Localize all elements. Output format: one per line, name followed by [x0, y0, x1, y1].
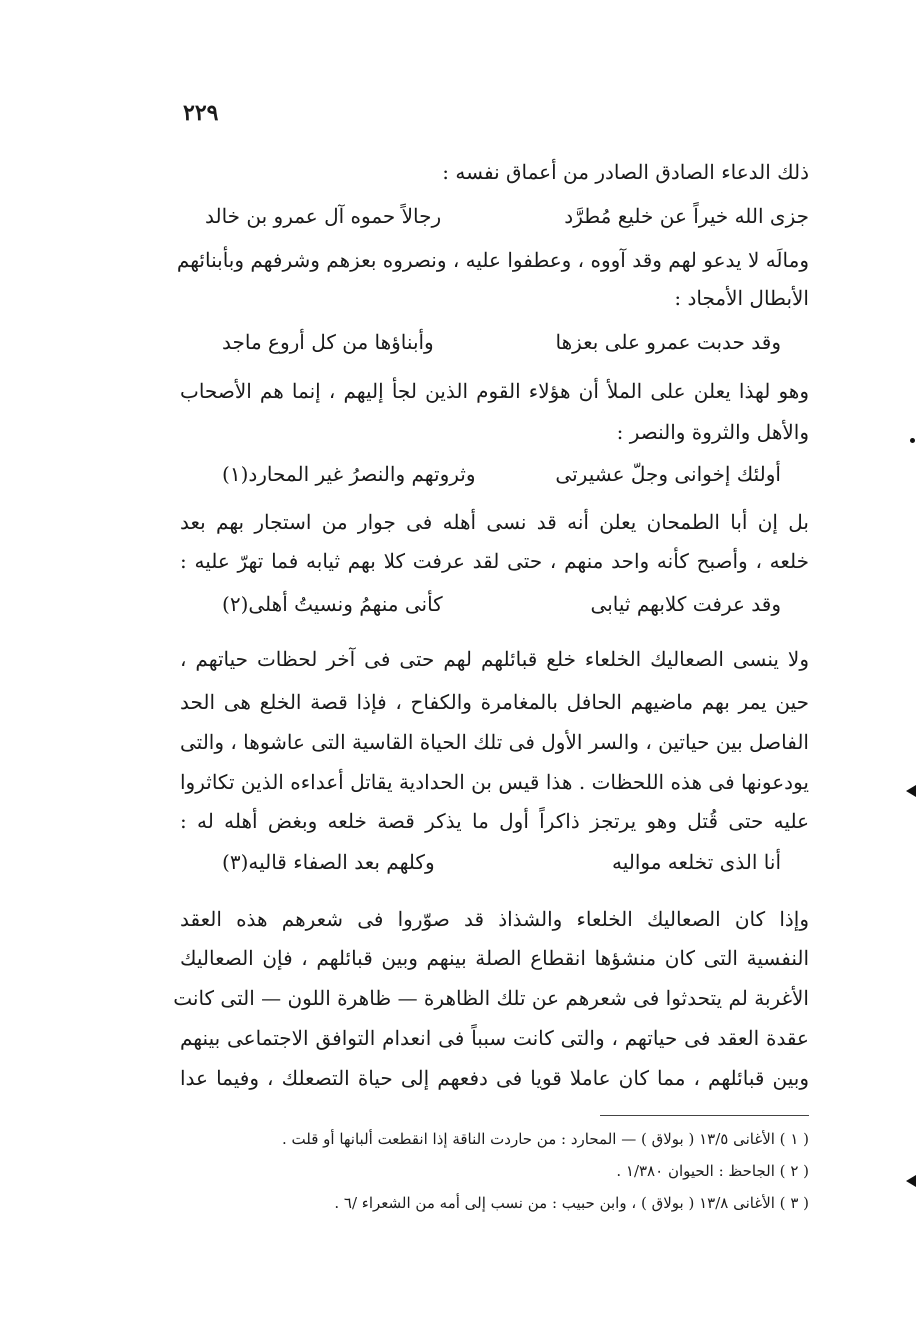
text-line: وإذا كان الصعاليك الخلعاء والشذاذ قد صوّروا فى شعرهم هذه العقد	[180, 907, 809, 931]
footnote: ( ٣ ) الأغانى ١٣/٨ ( بولاق ) ، وابن حبيب : من نسب إلى أمه من الشعراء /٦ .	[334, 1194, 809, 1212]
verse-hemistich: جزى الله خيراً عن خليع مُطرَّد	[564, 204, 809, 228]
footnote: ( ٢ ) الجاحظ : الحيوان ١/٣٨٠ .	[616, 1162, 809, 1180]
text-line: وهو لهذا يعلن على الملأ أن هؤلاء القوم الذين لجأ إليهم ، إنما هم الأصحاب	[180, 379, 809, 403]
text-line: خلعه ، وأصبح كأنه واحد منهم ، حتى لقد عرفت كلا بهم ثيابه فما تهرّ عليه :	[180, 549, 809, 573]
page-number: ٢٢٩	[183, 100, 219, 126]
text-line: ومالَه لا يدعو لهم وقد آووه ، وعطفوا عليه ، ونصروه بعزهم وشرفهم وبأبنائهم	[176, 248, 809, 272]
text-line: الأغربة لم يتحدثوا فى شعرهم عن تلك الظاهرة — ظاهرة اللون — التى كانت	[173, 986, 809, 1010]
verse-hemistich: كأنى منهمُ ونسيتُ أهلى(٢)	[222, 592, 443, 616]
verse-hemistich: وكلهم بعد الصفاء قاليه(٣)	[222, 850, 435, 874]
text-line: يودعونها فى هذه اللحظات . هذا قيس بن الحدادية يقاتل أعداءه الذين تكاثروا	[180, 770, 809, 794]
text-line: الأبطال الأمجاد :	[674, 286, 809, 310]
text-line: النفسية التى كان منشؤها انقطاع الصلة بينهم وبين قبائلهم ، فإن الصعاليك	[180, 946, 810, 970]
text-line: ذلك الدعاء الصادق الصادر من أعماق نفسه :	[442, 160, 809, 184]
verse-hemistich: وأبناؤها من كل أروع ماجد	[222, 330, 434, 354]
verse-hemistich: وثروتهم والنصرُ غير المحارد(١)	[222, 462, 476, 486]
text-line: بل إن أبا الطمحان يعلن أنه قد نسى أهله فى جوار من استجار بهم بعد	[180, 510, 809, 534]
verse-line	[222, 848, 781, 876]
verse-hemistich: أنا الذى تخلعه مواليه	[611, 850, 781, 874]
text-line: عقدة العقد فى حياتهم ، والتى كانت سبباً فى انعدام التوافق الاجتماعى بينهم	[180, 1026, 809, 1050]
text-line: حين يمر بهم ماضيهم الحافل بالمغامرة والكفاح ، فإذا قصة الخلع هى الحد	[180, 690, 809, 714]
verse-line	[222, 328, 781, 356]
verse-line	[222, 460, 781, 488]
text-line: عليه حتى قُتل وهو يرتجز ذاكراً أول ما يذكر قصة خلعه وبغض أهله له :	[180, 809, 809, 833]
verse-hemistich: وقد عرفت كلابهم ثيابى	[590, 592, 781, 616]
footnote-divider	[600, 1115, 809, 1116]
text-line: وبين قبائلهم ، مما كان عاملا قويا فى دفعهم إلى حياة التصعلك ، وفيما عدا	[180, 1066, 809, 1090]
text-line: والأهل والثروة والنصر :	[616, 420, 809, 444]
margin-dot	[910, 438, 915, 443]
margin-arrow-icon	[906, 1175, 916, 1187]
margin-arrow-icon	[906, 785, 916, 797]
verse-hemistich: رجالاً حموه آل عمرو بن خالد	[205, 204, 442, 228]
verse-line	[222, 590, 781, 618]
verse-hemistich: وقد حدبت عمرو على بعزها	[555, 330, 781, 354]
text-line: ولا ينسى الصعاليك الخلعاء خلع قبائلهم لهم حتى فى آخر لحظات حياتهم ،	[180, 647, 809, 671]
verse-line	[205, 202, 809, 230]
verse-hemistich: أولئك إخوانى وجلّ عشيرتى	[555, 462, 781, 486]
footnote: ( ١ ) الأغانى ١٣/٥ ( بولاق ) — المحارد : من حاردت الناقة إذا انقطعت ألبانها أو قلت .	[281, 1130, 809, 1148]
text-line: الفاصل بين حياتين ، والسر الأول فى تلك الحياة القاسية التى عاشوها ، والتى	[180, 730, 809, 754]
